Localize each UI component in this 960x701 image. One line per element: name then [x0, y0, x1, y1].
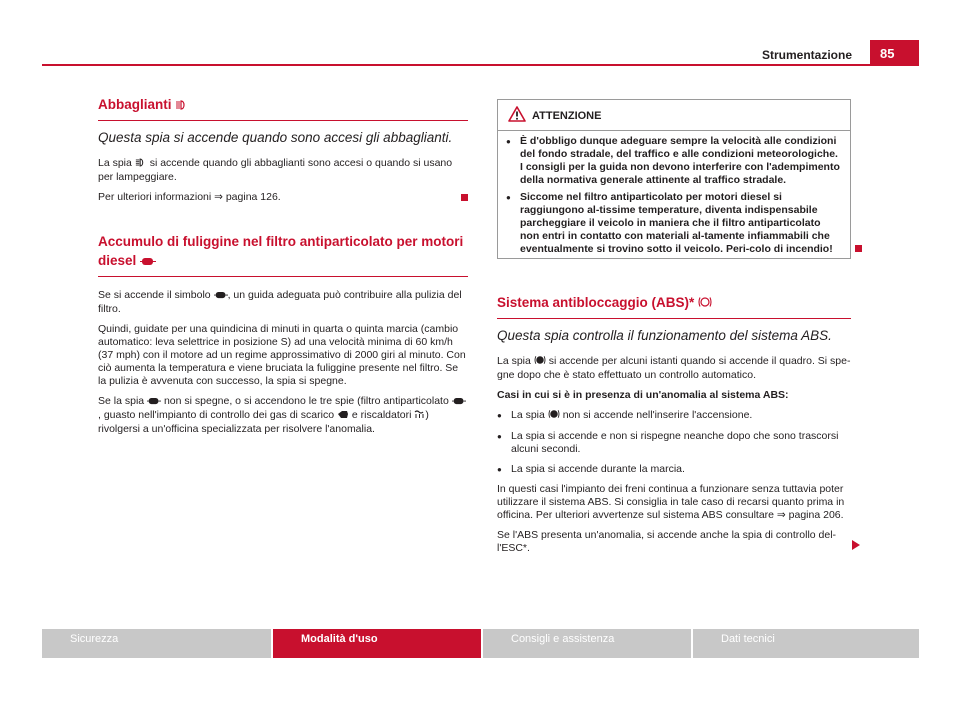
warning-bullet: ● È d'obbligo dunque adeguare sempre la velocità alle condizioni del fondo stradale, del traffico e alle condizioni meteorologiche. I consigli per la guida non devono interferire con l'adempimento della normativa generale attinente al traffico stradale. [506, 135, 842, 187]
paragraph-with-end [98, 191, 468, 204]
paragraph: La spia si accende quando gli abbaglianti sono accesi o quando si usano per lampeggiare. [98, 157, 453, 183]
warning-box [497, 99, 851, 259]
particulate-filter-icon [452, 396, 466, 409]
section-subtitle: Questa spia si accende quando sono accesi gli abbaglianti. [98, 130, 453, 145]
list-item: ● La spia si accende durante la marcia. [497, 463, 851, 476]
paragraph: Se la spia non si spegne, o si accendono le tre spie (filtro antiparticolato , guasto nell'impianto di controllo dei gas di scarico e riscaldatori ) rivolgersi a un'officina specializzata per risolvere l'anomalia. [98, 395, 468, 436]
left-column [98, 95, 468, 443]
section-rule [497, 318, 851, 319]
footer-tab-consigli[interactable]: Consigli e assistenza [483, 629, 691, 658]
warning-title: ATTENZIONE [532, 110, 602, 122]
paragraph: Quindi, guidate per una quindicina di minuti in quarta o quinta marcia (cambio automatico: leva selettrice in posizione S) ad una velocità minima di 60 km/h (37 mph) con il motore ad un regime approssimativo di 2000 giri al minuto. Con ciò aumenta la temperatura e viene bruciata la fuliggine presente nel filtro. Se la pulizia è avvenuta con successo, la spia si spegne. [98, 323, 466, 387]
section-end-marker [461, 194, 468, 201]
section-rule [98, 276, 468, 277]
paragraph: Se si accende il simbolo , un guida adeguata può contribuire alla pulizia del filtro. [98, 289, 462, 315]
list-item: ● La spia non si accende nell'inserire l'accensione. [497, 409, 851, 423]
footer-tab-modalita-duso[interactable]: Modalità d'uso [273, 629, 481, 658]
section-title-abs: Sistema antibloccaggio (ABS)* [497, 293, 851, 313]
paragraph: In questi casi l'impianto dei freni continua a funzionare senza tuttavia poter utilizzare il sistema ABS. Si consiglia in tale caso di recarsi quanto prima in officina. Per ulteriori avvertenze sul sistema ABS consultare ⇒ pagina 206. [497, 483, 845, 521]
particulate-filter-icon [214, 290, 228, 303]
high-beam-icon [135, 158, 147, 171]
footer-tab-dati-tecnici[interactable]: Dati tecnici [693, 629, 919, 658]
footer-tab-sicurezza[interactable]: Sicurezza [42, 629, 271, 658]
section-rule [98, 120, 468, 121]
exhaust-icon [337, 410, 349, 423]
section-end-marker [855, 245, 862, 252]
particulate-filter-icon [147, 396, 161, 409]
warning-triangle-icon [508, 106, 526, 127]
section-title-particulate: Accumulo di fuliggine nel filtro antiparticolato per motori diesel [98, 232, 468, 271]
warning-body [498, 131, 850, 256]
glow-plug-icon [414, 410, 425, 423]
abs-icon [548, 409, 560, 423]
page-number-box [870, 40, 919, 66]
abs-icon [534, 355, 546, 369]
header-rule [42, 64, 919, 66]
list-item: ● La spia si accende e non si rispegne neanche dopo che sono trascorsi alcuni secondi. [497, 430, 851, 456]
right-column [497, 293, 851, 562]
continue-arrow-icon [852, 537, 860, 555]
page-number: 85 [880, 46, 895, 61]
warning-bullet: ● Siccome nel filtro antiparticolato per motori diesel si raggiungono al-tissime temperature, diventa indispensabile parcheggiare il veicolo in maniera che il filtro antiparticolato non entri in contatto con materiali al-tamente infiammabili che eventualmente si trovino sotto il veicolo. Peri-colo di incendio! [506, 191, 842, 256]
paragraph: La spia si accende per alcuni istanti quando si accende il quadro. Si spe-gne dopo che è stato effettuato un controllo automatico. [497, 355, 851, 381]
section-title-high-beam: Abbaglianti [98, 95, 468, 115]
high-beam-icon [175, 96, 189, 115]
page-reference-link[interactable]: Per ulteriori informazioni ⇒ pagina 126. [98, 191, 281, 203]
abs-icon [698, 294, 712, 313]
particulate-filter-icon [140, 252, 156, 271]
paragraph-bold: Casi in cui si è in presenza di un'anomalia al sistema ABS: [497, 389, 789, 401]
header-section-title: Strumentazione [761, 48, 852, 62]
section-subtitle: Questa spia controlla il funzionamento del sistema ABS. [497, 328, 832, 343]
paragraph: Se l'ABS presenta un'anomalia, si accende anche la spia di controllo del-l'ESC*. [497, 529, 837, 554]
warning-header [498, 100, 850, 131]
